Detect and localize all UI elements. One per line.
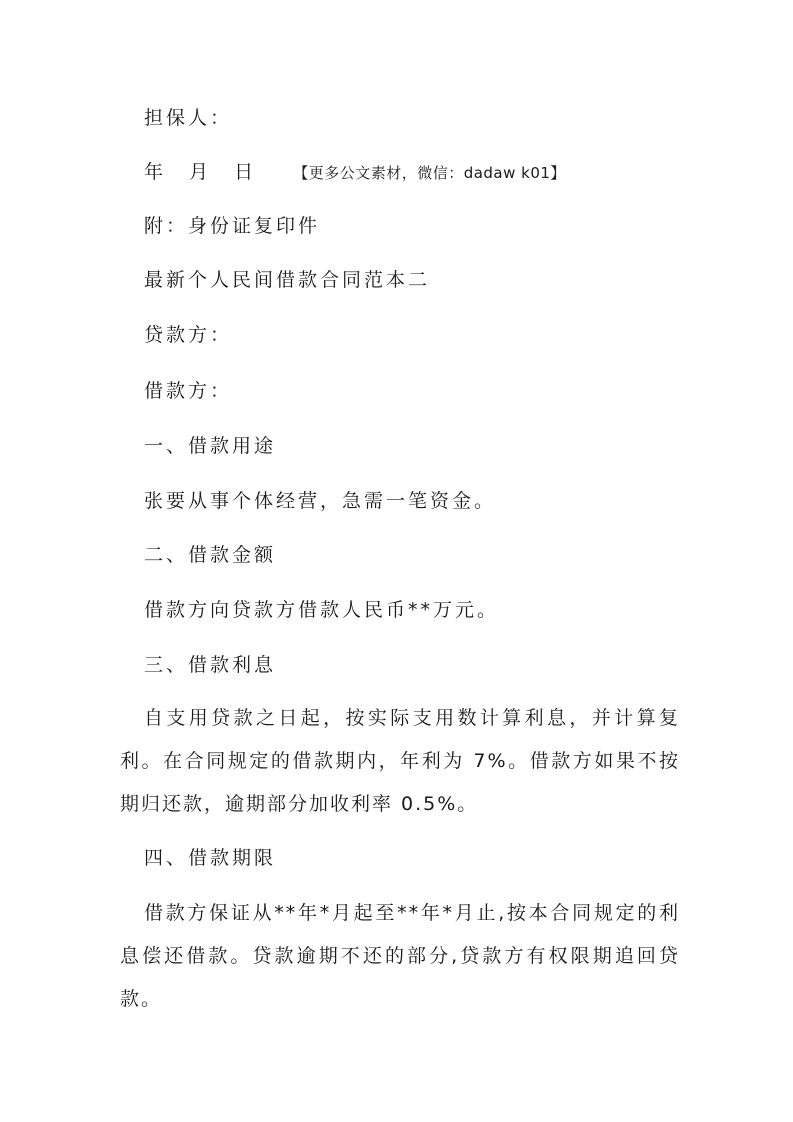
guarantor-label: 担保人： [144, 107, 233, 129]
date-month: 月 [189, 161, 212, 183]
clause3-body: 自支用贷款之日起，按实际支用数计算利息，并计算复利。在合同规定的借款期内，年利为 7%。借款方如果不按期归还款，逾期部分加收利率 0.5%。 [120, 707, 680, 815]
attachment-note: 附：身份证复印件 [144, 215, 321, 237]
date-year: 年 [144, 161, 167, 183]
source-note: 【更多公文素材，微信：dadaw k01】 [293, 164, 566, 182]
date-line [144, 160, 566, 185]
section-title: 最新个人民间借款合同范本二 [144, 269, 431, 291]
clause1-body: 张要从事个体经营，急需一笔资金。 [144, 490, 497, 512]
clause2-heading: 二、借款金额 [144, 544, 277, 566]
borrower-label: 借款方： [144, 380, 233, 402]
lender-label: 贷款方： [144, 324, 233, 346]
clause2-body: 借款方向贷款方借款人民币**万元。 [144, 599, 500, 621]
clause3-heading: 三、借款利息 [144, 654, 277, 676]
clause4-body: 借款方保证从**年*月起至**年*月止,按本合同规定的利息偿还借款。贷款逾期不还的部分,贷款方有权限期追回贷款。 [120, 902, 680, 1010]
clause1-heading: 一、借款用途 [144, 435, 277, 457]
date-day: 日 [234, 161, 257, 183]
clause4-heading: 四、借款期限 [144, 847, 277, 869]
